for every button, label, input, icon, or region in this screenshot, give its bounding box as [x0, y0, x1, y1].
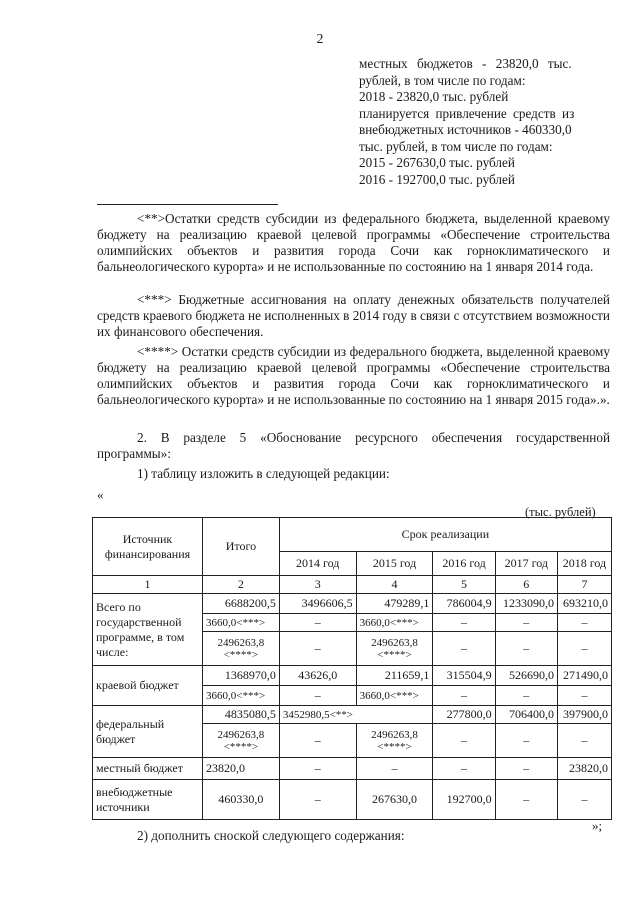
header-period: Срок реализации [279, 518, 611, 552]
table-cell: – [557, 686, 611, 706]
table-cell: 3452980,5<**> [279, 706, 433, 724]
table-cell: – [433, 686, 495, 706]
table-cell: 3660,0<***> [203, 686, 280, 706]
row-label-federal: федеральный бюджет [93, 706, 203, 758]
text-line: планируется привлечение средств из [359, 105, 575, 121]
table-cell: 2496263,8 <****> [203, 724, 280, 758]
column-number: 3 [279, 576, 356, 594]
close-quote: »; [592, 818, 603, 833]
text-line: тыс. рублей, в том числе по годам: [359, 138, 553, 154]
table-cell: 6688200,5 [203, 594, 280, 614]
column-numbers-row [93, 576, 612, 594]
table-cell: – [279, 724, 356, 758]
header-total: Итого [203, 518, 280, 576]
table-cell: 3660,0<***> [356, 614, 433, 632]
row-label-regional: краевой бюджет [93, 666, 203, 706]
text-line: 2015 - 267630,0 тыс. рублей [359, 155, 515, 170]
table-row [93, 706, 612, 724]
table-cell: 23820,0 [557, 758, 611, 780]
table-cell: – [495, 614, 557, 632]
text-line: 2018 - 23820,0 тыс. рублей [359, 89, 509, 104]
column-number: 2 [203, 576, 280, 594]
table-cell: – [279, 780, 356, 820]
row-label-extrabudgetary: внебюджетные источники [93, 780, 203, 820]
table-row [93, 594, 612, 614]
footnote-3: <***> Бюджетные ассигнования на оплату денежных обязательств получателей средств краевого бюджета не исполненных в 2014 году в связи с отсутствием возможности их финансового обеспечения. [97, 292, 610, 339]
column-number: 1 [93, 576, 203, 594]
table-cell: – [356, 758, 433, 780]
table-row [93, 666, 612, 686]
table-cell: – [557, 724, 611, 758]
header-year: 2015 год [356, 552, 433, 576]
column-number: 5 [433, 576, 495, 594]
table-cell: 479289,1 [356, 594, 433, 614]
table-cell: 271490,0 [557, 666, 611, 686]
table-cell: – [495, 632, 557, 666]
table-cell: – [433, 632, 495, 666]
table-cell: 3660,0<***> [203, 614, 280, 632]
row-label-total: Всего по государственной программе, в том числе: [93, 594, 203, 666]
table-cell: 3660,0<***> [356, 686, 433, 706]
table-cell: 2496263,8 <****> [356, 724, 433, 758]
table-cell: 693210,0 [557, 594, 611, 614]
table-cell: 4835080,5 [203, 706, 280, 724]
table-cell: 1368970,0 [203, 666, 280, 686]
item-2: 2) дополнить сноской следующего содержания: [137, 828, 405, 843]
table-cell: – [557, 614, 611, 632]
table-cell: – [279, 686, 356, 706]
table-cell: – [279, 614, 356, 632]
column-number: 4 [356, 576, 433, 594]
table-cell: 277800,0 [433, 706, 495, 724]
footnote-4: <****> Остатки средств субсидии из федерального бюджета, выделенной краевому бюджету на реализацию краевой целевой программы «Обеспечение строительства олимпийских объектов и развития города Сочи как горноклиматического и бальнеологического курорта» и не использованные по состоянию на 1 января 2015 года».». [97, 344, 610, 407]
table-cell: – [557, 632, 611, 666]
table-cell: – [433, 724, 495, 758]
table-cell: 526690,0 [495, 666, 557, 686]
header-year: 2018 год [557, 552, 611, 576]
funding-table [92, 517, 612, 820]
text-line: местных бюджетов - 23820,0 тыс. [359, 56, 572, 71]
table-row [93, 758, 612, 780]
page-number: 2 [316, 32, 324, 47]
table-cell: 1233090,0 [495, 594, 557, 614]
continued-text-block [359, 56, 609, 188]
table-cell: 23820,0 [203, 758, 280, 780]
table-cell: – [495, 724, 557, 758]
column-number: 7 [557, 576, 611, 594]
row-label-local: местный бюджет [93, 758, 203, 780]
table-cell: – [557, 780, 611, 820]
table-cell: – [495, 686, 557, 706]
table-cell: – [433, 758, 495, 780]
footnote-separator [97, 204, 278, 205]
header-year: 2017 год [495, 552, 557, 576]
table-cell: 3496606,5 [279, 594, 356, 614]
table-cell: – [279, 632, 356, 666]
table-cell: – [433, 614, 495, 632]
table-cell: 211659,1 [356, 666, 433, 686]
footnote-2: <**>Остатки средств субсидии из федерального бюджета, выделенной краевому бюджету на реализацию краевой целевой программы «Обеспечение строительства олимпийских объектов и развития города Сочи как горноклиматического и бальнеологического курорта» и не использованные по состоянию на 1 января 2014 года. [97, 211, 610, 274]
table-cell: 397900,0 [557, 706, 611, 724]
column-number: 6 [495, 576, 557, 594]
header-year: 2016 год [433, 552, 495, 576]
table-cell: 460330,0 [203, 780, 280, 820]
section-heading: 2. В разделе 5 «Обоснование ресурсного обеспечения государственной программы»: [97, 430, 610, 461]
header-source: Источник финансирования [93, 518, 203, 576]
table-cell: 2496263,8 <****> [203, 632, 280, 666]
table-cell: 192700,0 [433, 780, 495, 820]
table-cell: 706400,0 [495, 706, 557, 724]
table-row [93, 780, 612, 820]
table-cell: – [495, 780, 557, 820]
header-year: 2014 год [279, 552, 356, 576]
table-cell: 2496263,8 <****> [356, 632, 433, 666]
text-line: внебюджетных источников - 460330,0 [359, 122, 572, 137]
units-label: (тыс. рублей) [525, 505, 596, 519]
table-cell: 267630,0 [356, 780, 433, 820]
table-cell: 315504,9 [433, 666, 495, 686]
table-cell: 43626,0 [279, 666, 356, 686]
text-line: рублей, в том числе по годам: [359, 72, 526, 88]
text-line: 2016 - 192700,0 тыс. рублей [359, 171, 515, 187]
open-quote: « [97, 487, 104, 502]
item-1: 1) таблицу изложить в следующей редакции: [137, 466, 390, 481]
table-cell: – [495, 758, 557, 780]
table-cell: 786004,9 [433, 594, 495, 614]
table-cell: – [279, 758, 356, 780]
